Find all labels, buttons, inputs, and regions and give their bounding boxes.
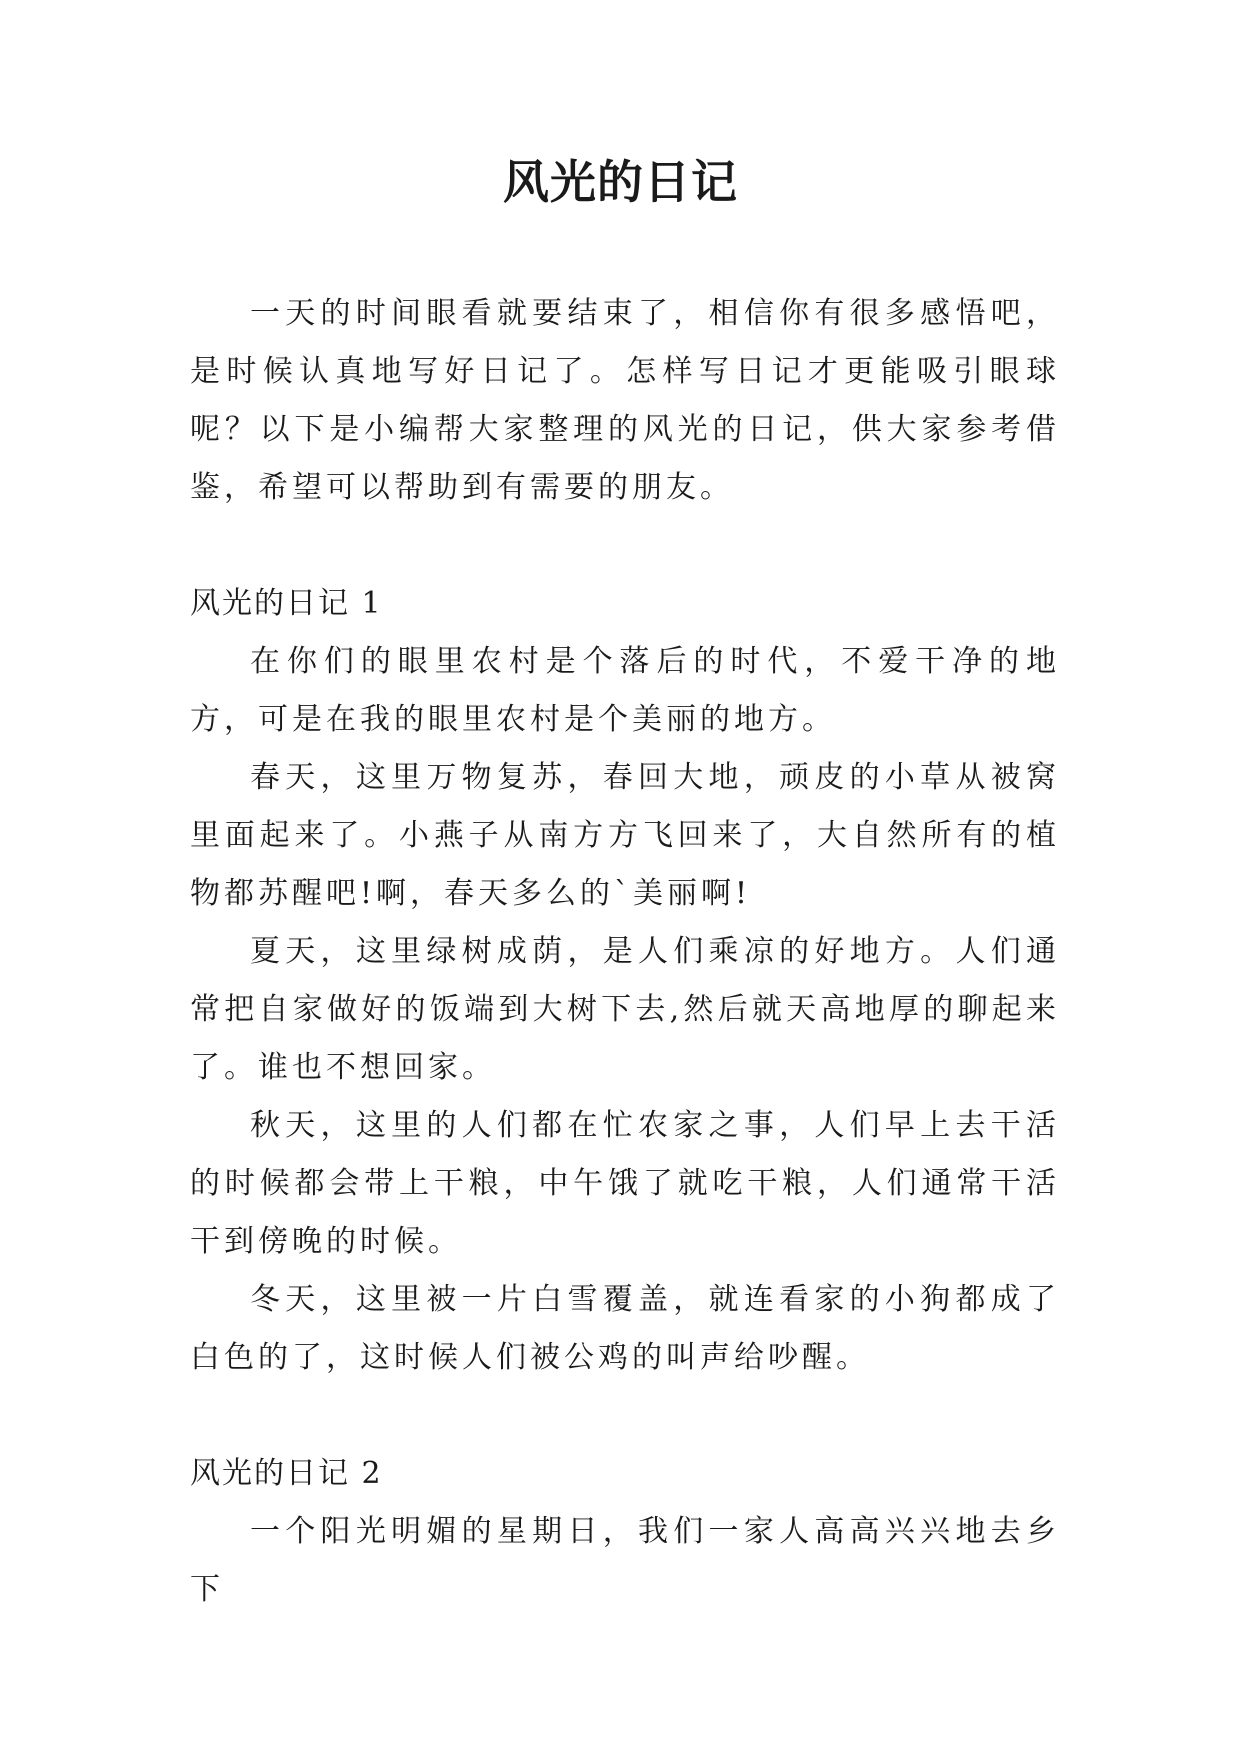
section-gap — [190, 1387, 1060, 1445]
document-body — [190, 285, 1060, 1619]
body-paragraph: 在你们的眼里农村是个落后的时代，不爱干净的地方，可是在我的眼里农村是个美丽的地方。 — [190, 644, 1060, 737]
body-paragraph: 夏天，这里绿树成荫，是人们乘凉的好地方。人们通常把自家做好的饭端到大树下去,然后就天高地厚的聊起来了。谁也不想回家。 — [190, 934, 1060, 1085]
body-paragraph: 一个阳光明媚的星期日，我们一家人高高兴兴地去乡下 — [190, 1514, 1060, 1607]
body-paragraph: 秋天，这里的人们都在忙农家之事，人们早上去干活的时候都会带上干粮，中午饿了就吃干粮，人们通常干活干到傍晚的时候。 — [190, 1108, 1060, 1259]
section-heading: 风光的日记 2 — [190, 1456, 383, 1491]
body-paragraph: 春天，这里万物复苏，春回大地，顽皮的小草从被窝里面起来了。小燕子从南方方飞回来了，大自然所有的植物都苏醒吧!啊，春天多么的`美丽啊! — [190, 760, 1060, 911]
body-paragraph: 冬天，这里被一片白雪覆盖，就连看家的小狗都成了白色的了，这时候人们被公鸡的叫声给吵醒。 — [190, 1282, 1060, 1375]
section-heading: 风光的日记 1 — [190, 586, 383, 621]
intro-paragraph: 一天的时间眼看就要结束了，相信你有很多感悟吧，是时候认真地写好日记了。怎样写日记才更能吸引眼球呢？以下是小编帮大家整理的风光的日记，供大家参考借鉴，希望可以帮助到有需要的朋友。 — [190, 296, 1060, 505]
section-gap — [190, 517, 1060, 575]
document-title: 风光的日记 — [503, 155, 738, 209]
